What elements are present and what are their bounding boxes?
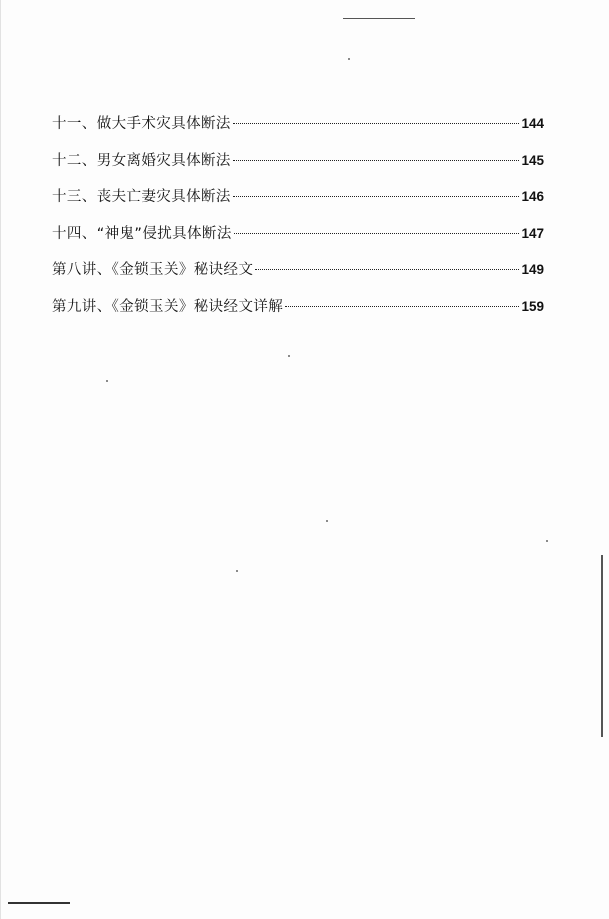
toc-entry-page: 144 [521, 116, 544, 131]
scan-speck [236, 570, 238, 572]
toc-entry[interactable] [52, 185, 544, 222]
toc-entry-page: 145 [521, 152, 544, 168]
footer-rule [8, 902, 70, 904]
toc-entry-page: 147 [521, 225, 544, 241]
toc-entry-page: 149 [521, 262, 544, 278]
toc-entry-title: 第九讲、《金锁玉关》秘诀经文详解 [52, 298, 284, 315]
scan-speck [326, 520, 328, 522]
toc-entry-title: 十三、丧夫亡妻灾具体断法 [52, 189, 231, 206]
toc-entry-title: 十二、男女离婚灾具体断法 [52, 152, 231, 169]
toc-dot-leader [234, 233, 520, 234]
toc-entry[interactable] [52, 258, 544, 295]
toc-dot-leader [233, 123, 520, 124]
toc-entry[interactable] [52, 149, 544, 186]
toc-entry-page: 146 [521, 189, 544, 205]
toc-entry-title: 第八讲、《金锁玉关》秘诀经文 [52, 262, 254, 279]
toc-dot-leader [233, 196, 520, 197]
scan-speck [106, 380, 108, 382]
scan-speck [348, 58, 350, 60]
toc-entry-page: 159 [521, 298, 544, 314]
header-rule [343, 18, 415, 19]
scan-right-edge [601, 555, 603, 737]
toc-entry[interactable] [52, 222, 544, 259]
toc-dot-leader [285, 306, 519, 307]
scan-speck [546, 540, 548, 542]
table-of-contents [52, 112, 544, 332]
toc-entry-title: 十一、做大手术灾具体断法 [52, 116, 231, 132]
toc-dot-leader [255, 269, 519, 270]
toc-dot-leader [233, 160, 520, 161]
scan-speck [288, 355, 290, 357]
toc-entry-title: 十四、“神鬼”侵扰具体断法 [52, 225, 232, 242]
scan-left-edge [0, 0, 1, 919]
toc-entry[interactable] [52, 112, 544, 149]
toc-entry[interactable] [52, 295, 544, 332]
